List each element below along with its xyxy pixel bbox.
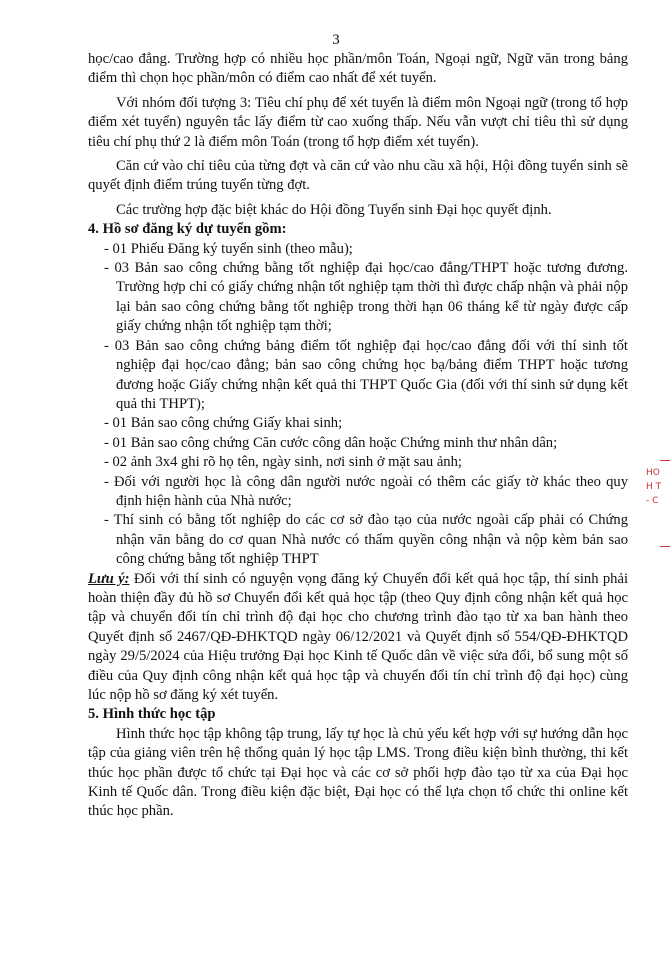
list-item: - 03 Bản sao công chứng bằng tốt nghiệp đại học/cao đẳng/THPT hoặc tương đương. Trường hợp chỉ có giấy chứng nhận tốt nghiệp tạm thời thì được chấp nhận và phải nộp lại bản sao công chứng bằng tốt nghiệp trong thời hạn 06 tháng kể từ ngày được cấp giấy chứng nhận tốt nghiệp tạm thời; xyxy=(104,260,628,335)
paragraph: Các trường hợp đặc biệt khác do Hội đồng Tuyển sinh Đại học quyết định. xyxy=(116,201,552,218)
section-heading: 4. Hồ sơ đăng ký dự tuyển gồm: xyxy=(88,221,287,238)
body-text xyxy=(88,50,628,822)
stamp-text: H T xyxy=(646,482,662,492)
paragraph: Căn cứ vào chỉ tiêu của từng đợt và căn cứ vào nhu cầu xã hội, Hội đồng tuyển sinh sẽ quyết định điểm trúng tuyển từng đợt. xyxy=(88,158,628,194)
stamp-text: HO xyxy=(646,468,660,478)
list-item: - 03 Bản sao công chứng bảng điểm tốt nghiệp đại học/cao đẳng đối với thí sinh tốt nghiệp đại học/cao đẳng; bản sao công chứng học bạ/bảng điểm THPT hoặc tương đương hoặc Giấy chứng nhận kết quả thi THPT Quốc Gia (đối với thí sinh sử dụng kết quả thi THPT); xyxy=(104,337,628,412)
note-paragraph xyxy=(88,570,628,706)
list-item: - Đối với người học là công dân người nước ngoài có thêm các giấy tờ khác theo quy định hiện hành của Nhà nước; xyxy=(104,473,628,509)
list-item: - 01 Phiếu Đăng ký tuyển sinh (theo mẫu); xyxy=(104,240,353,257)
list-item: - 02 ảnh 3x4 ghi rõ họ tên, ngày sinh, nơi sinh ở mặt sau ảnh; xyxy=(104,454,462,471)
stamp-mark xyxy=(660,460,670,461)
note-label: Lưu ý: xyxy=(88,570,130,587)
section-heading: 5. Hình thức học tập xyxy=(88,706,216,723)
page-number: 3 xyxy=(332,32,340,48)
red-stamp-fragment xyxy=(646,460,672,560)
list-item: - 01 Bản sao công chứng Căn cước công dân hoặc Chứng minh thư nhân dân; xyxy=(104,434,558,451)
paragraph: Với nhóm đối tượng 3: Tiêu chí phụ để xét tuyển là điểm môn Ngoại ngữ (trong tổ hợp điểm xét tuyển) nguyên tắc lấy điểm từ cao xuống thấp. Nếu vẫn vượt chỉ tiêu thì sử dụng tiêu chí phụ thứ 2 là điểm môn Toán (trong tổ hợp điểm xét tuyển). xyxy=(88,94,628,150)
stamp-text: - C xyxy=(646,496,659,506)
paragraph: học/cao đẳng. Trường hợp có nhiều học phần/môn Toán, Ngoại ngữ, Ngữ văn trong bảng điểm thì chọn học phần/môn có điểm cao nhất để xét tuyển. xyxy=(88,51,628,87)
paragraph: Hình thức học tập không tập trung, lấy tự học là chủ yếu kết hợp với sự hướng dẫn học tập của giảng viên trên hệ thống quản lý học tập LMS. Trong điều kiện bình thường, thi kết thúc học phần được tổ chức tại Đại học và các cơ sở phối hợp đào tạo từ xa của Đại học Kinh tế Quốc dân. Trong điều kiện đặc biệt, Đại học có thể lựa chọn tổ chức thi online kết thúc học phần. xyxy=(88,725,628,820)
list-item: - Thí sinh có bằng tốt nghiệp do các cơ sở đào tạo của nước ngoài cấp phải có Chứng nhận văn bằng do cơ quan Nhà nước có thẩm quyền công nhận và nộp kèm bản sao công chứng bằng tốt nghiệp THPT xyxy=(104,512,628,568)
note-text: Đối với thí sinh có nguyện vọng đăng ký Chuyển đổi kết quả học tập, thí sinh phải hoàn thiện đầy đủ hồ sơ Chuyển đổi kết quả học tập (theo Quy định công nhận kết quả học tập và chuyển đổi tín chỉ trình độ đại học cho chương trình đào tạo từ xa ban hành theo Quyết định số 2467/QĐ-ĐHKTQD ngày 06/12/2021 và Quyết định số 554/QĐ-ĐHKTQD ngày 29/5/2024 của Hiệu trưởng Đại học Kinh tế Quốc dân về việc sửa đổi, bổ sung một số điều của Quy định công nhận kết quả học tập và chuyển đổi tín chỉ trình độ đại học) cùng lúc nộp hồ sơ đăng ký xét tuyển. xyxy=(88,570,628,703)
stamp-mark xyxy=(660,546,670,547)
list-item: - 01 Bản sao công chứng Giấy khai sinh; xyxy=(104,415,343,432)
